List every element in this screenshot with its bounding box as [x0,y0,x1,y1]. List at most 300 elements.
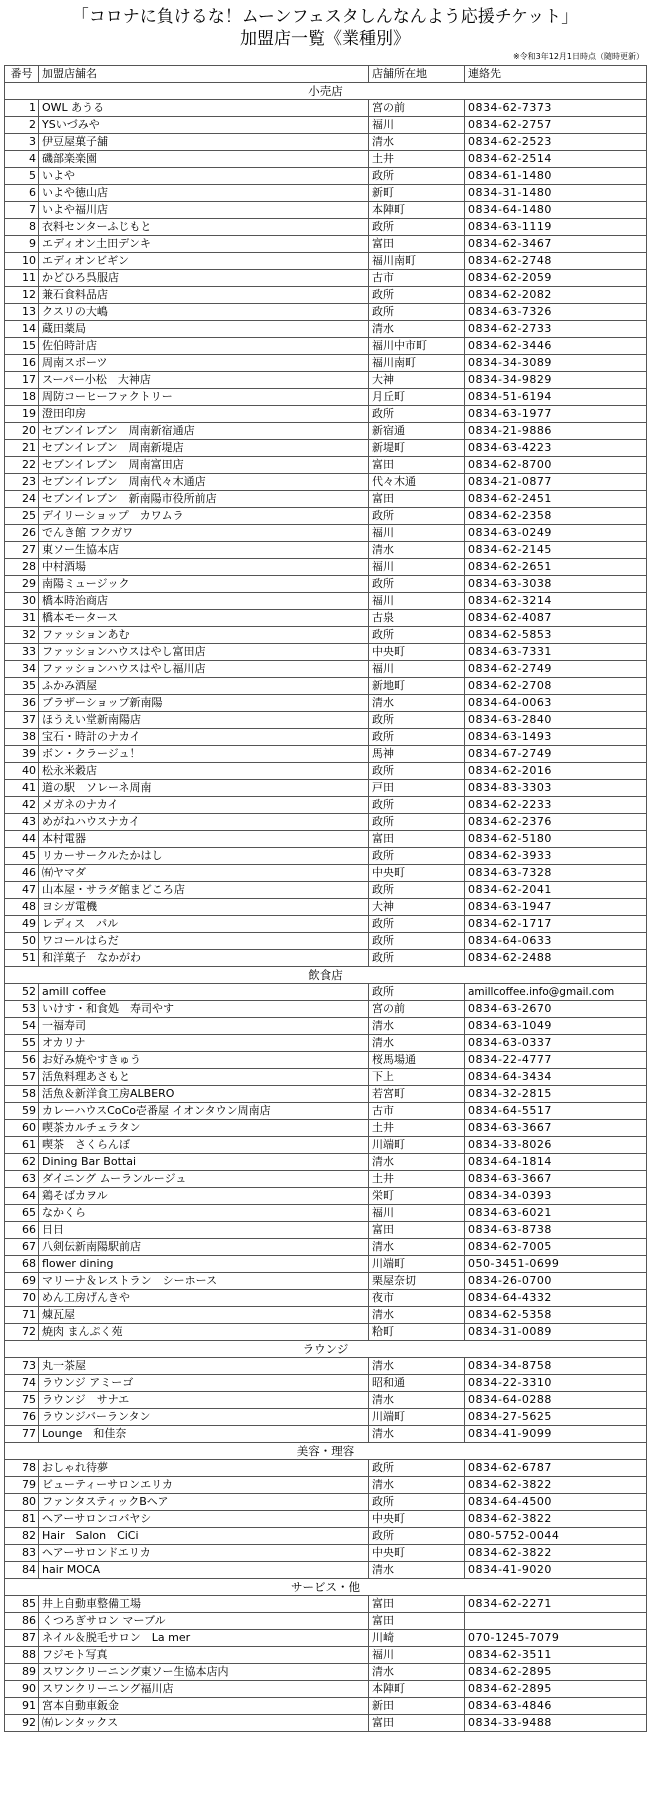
store-name: 焼肉 まんぷく苑 [39,1324,369,1341]
store-name: いよや [39,168,369,185]
store-number: 33 [5,644,39,661]
store-contact: 0834-64-0288 [465,1392,647,1409]
table-row [5,1239,647,1256]
store-number: 42 [5,797,39,814]
store-name: ファッションハウスはやし富田店 [39,644,369,661]
store-number: 51 [5,950,39,967]
store-contact: 0834-62-2145 [465,542,647,559]
category-row [5,1579,647,1596]
store-number: 50 [5,933,39,950]
store-name: ヨシガ電機 [39,899,369,916]
table-row [5,1545,647,1562]
store-location: 政所 [369,950,465,967]
store-location: 土井 [369,1171,465,1188]
store-location: 政所 [369,984,465,1001]
store-contact: 0834-63-1493 [465,729,647,746]
store-name: ラウンジバーランタン [39,1409,369,1426]
store-contact: 0834-33-8026 [465,1137,647,1154]
store-number: 13 [5,304,39,321]
table-row [5,559,647,576]
store-contact: 0834-64-4500 [465,1494,647,1511]
store-name: 中村酒場 [39,559,369,576]
table-row [5,831,647,848]
table-row [5,1562,647,1579]
store-name: 和洋菓子 なかがわ [39,950,369,967]
store-name: エディオンビギン [39,253,369,270]
store-number: 61 [5,1137,39,1154]
store-contact: 0834-34-9829 [465,372,647,389]
store-contact: 0834-62-3511 [465,1647,647,1664]
store-name: 鶏そばカヲル [39,1188,369,1205]
store-contact: 0834-63-7328 [465,865,647,882]
store-name: マリーナ＆レストラン シーホース [39,1273,369,1290]
store-contact [465,1613,647,1630]
store-location: 政所 [369,304,465,321]
store-number: 8 [5,219,39,236]
store-contact: 0834-22-4777 [465,1052,647,1069]
store-number: 1 [5,100,39,117]
store-contact: 0834-62-2748 [465,253,647,270]
store-location: 新町 [369,185,465,202]
category-row [5,1341,647,1358]
store-number: 19 [5,406,39,423]
store-number: 47 [5,882,39,899]
store-number: 39 [5,746,39,763]
table-row [5,202,647,219]
store-location: 新宿通 [369,423,465,440]
store-location: 清水 [369,1239,465,1256]
store-location: 福川 [369,559,465,576]
store-contact: 0834-64-3434 [465,1069,647,1086]
store-number: 26 [5,525,39,542]
store-contact: 0834-64-5517 [465,1103,647,1120]
table-row [5,1375,647,1392]
store-contact: 0834-62-7373 [465,100,647,117]
store-name: 道の駅 ソレーネ周南 [39,780,369,797]
store-name: 活魚料理あさもと [39,1069,369,1086]
store-location: 新堤町 [369,440,465,457]
store-number: 15 [5,338,39,355]
store-contact: 0834-63-1977 [465,406,647,423]
store-location: 昭和通 [369,1375,465,1392]
store-location: 富田 [369,1613,465,1630]
store-contact: 0834-63-3667 [465,1171,647,1188]
table-row [5,1494,647,1511]
store-name: Hair Salon CiCi [39,1528,369,1545]
store-location: 中央町 [369,644,465,661]
table-row [5,1630,647,1647]
store-number: 60 [5,1120,39,1137]
store-contact: 0834-67-2749 [465,746,647,763]
store-name: スーパー小松 大神店 [39,372,369,389]
store-contact: 0834-62-2523 [465,134,647,151]
store-contact: 0834-62-2376 [465,814,647,831]
store-name: 日日 [39,1222,369,1239]
store-location: 政所 [369,916,465,933]
store-name: デイリーショップ カワムラ [39,508,369,525]
store-number: 86 [5,1613,39,1630]
store-contact: 0834-62-7005 [465,1239,647,1256]
table-row [5,933,647,950]
category-heading: ラウンジ [5,1341,647,1358]
store-number: 89 [5,1664,39,1681]
store-name: 伊豆屋菓子舗 [39,134,369,151]
table-row [5,474,647,491]
store-location: 富田 [369,1596,465,1613]
store-contact: 0834-64-1814 [465,1154,647,1171]
store-location: 政所 [369,848,465,865]
table-row [5,491,647,508]
store-name: オカリナ [39,1035,369,1052]
store-location: 富田 [369,491,465,508]
store-location: 新地町 [369,678,465,695]
table-row [5,406,647,423]
store-name: 山本屋・サラダ館まどころ店 [39,882,369,899]
store-number: 66 [5,1222,39,1239]
category-row [5,83,647,100]
store-number: 71 [5,1307,39,1324]
table-row [5,1137,647,1154]
store-location: 川端町 [369,1137,465,1154]
store-name: セブンイレブン 周南新堤店 [39,440,369,457]
store-contact: 0834-62-2733 [465,321,647,338]
store-number: 41 [5,780,39,797]
store-name: クスリの大嶋 [39,304,369,321]
store-name: 本村電器 [39,831,369,848]
store-name: お好み焼やすきゅう [39,1052,369,1069]
store-number: 85 [5,1596,39,1613]
store-contact: 0834-62-2059 [465,270,647,287]
store-contact: 0834-34-3089 [465,355,647,372]
store-name: 喫茶 さくらんぼ [39,1137,369,1154]
store-contact: 0834-63-2840 [465,712,647,729]
table-row [5,610,647,627]
table-row [5,746,647,763]
table-row [5,950,647,967]
store-contact: 0834-62-3933 [465,848,647,865]
store-name: リカーサークルたかはし [39,848,369,865]
store-location: 古市 [369,1103,465,1120]
store-contact: 0834-63-2670 [465,1001,647,1018]
store-number: 28 [5,559,39,576]
store-name: 八剣伝新南陽駅前店 [39,1239,369,1256]
store-contact: 0834-62-2895 [465,1681,647,1698]
table-row [5,1460,647,1477]
store-name: 活魚＆新洋食工房ALBERO [39,1086,369,1103]
table-row [5,440,647,457]
store-name: なかくら [39,1205,369,1222]
header-contact: 連絡先 [465,66,647,83]
table-row [5,1358,647,1375]
store-number: 17 [5,372,39,389]
table-row [5,1086,647,1103]
store-location: 政所 [369,627,465,644]
store-location: 福川 [369,1647,465,1664]
store-location: 清水 [369,542,465,559]
store-name: 丸一茶屋 [39,1358,369,1375]
store-location: 政所 [369,508,465,525]
store-contact: 0834-62-2016 [465,763,647,780]
store-location: 川端町 [369,1256,465,1273]
store-location: 富田 [369,831,465,848]
store-number: 80 [5,1494,39,1511]
store-location: 清水 [369,1426,465,1443]
table-row [5,508,647,525]
store-number: 65 [5,1205,39,1222]
store-contact: 0834-41-9099 [465,1426,647,1443]
table-body [5,83,647,1732]
store-number: 14 [5,321,39,338]
store-number: 6 [5,185,39,202]
store-name: くつろぎサロン マーブル [39,1613,369,1630]
store-number: 43 [5,814,39,831]
store-number: 81 [5,1511,39,1528]
store-contact: 0834-27-5625 [465,1409,647,1426]
store-name: セブンイレブン 周南代々木通店 [39,474,369,491]
store-contact: 0834-62-2358 [465,508,647,525]
store-number: 4 [5,151,39,168]
header-location: 店舗所在地 [369,66,465,83]
table-row [5,1613,647,1630]
store-number: 11 [5,270,39,287]
store-name: めん工房げんきや [39,1290,369,1307]
store-number: 53 [5,1001,39,1018]
store-location: 政所 [369,406,465,423]
store-contact: 0834-64-4332 [465,1290,647,1307]
store-name: ワコールはらだ [39,933,369,950]
store-name: 澄田印房 [39,406,369,423]
store-contact: 0834-21-9886 [465,423,647,440]
store-contact: 0834-62-5358 [465,1307,647,1324]
store-contact: 050-3451-0699 [465,1256,647,1273]
store-name: 煉瓦屋 [39,1307,369,1324]
store-number: 64 [5,1188,39,1205]
store-contact: 0834-64-0063 [465,695,647,712]
store-number: 68 [5,1256,39,1273]
store-name: レディス パル [39,916,369,933]
store-name: 喫茶カルチェラタン [39,1120,369,1137]
table-row [5,338,647,355]
store-name: 蔵田薬局 [39,321,369,338]
store-contact: 0834-34-8758 [465,1358,647,1375]
store-name: Lounge 和佳奈 [39,1426,369,1443]
table-row [5,134,647,151]
table-row [5,1324,647,1341]
store-number: 32 [5,627,39,644]
table-row [5,848,647,865]
store-name: メガネのナカイ [39,797,369,814]
document-subtitle: 加盟店一覧《業種別》 [240,29,410,49]
store-name: Dining Bar Bottai [39,1154,369,1171]
table-row [5,627,647,644]
store-location: 古市 [369,270,465,287]
store-name: amill coffee [39,984,369,1001]
store-name: 磯部楽楽園 [39,151,369,168]
store-number: 16 [5,355,39,372]
store-name: ラウンジ サナエ [39,1392,369,1409]
store-number: 25 [5,508,39,525]
table-row [5,321,647,338]
store-name: 一福寿司 [39,1018,369,1035]
category-heading: 小売店 [5,83,647,100]
store-number: 22 [5,457,39,474]
store-location: 政所 [369,219,465,236]
store-number: 45 [5,848,39,865]
store-number: 38 [5,729,39,746]
table-row [5,1307,647,1324]
store-number: 52 [5,984,39,1001]
store-name: ㈲ヤマダ [39,865,369,882]
table-row [5,1154,647,1171]
store-name: でんき館 フクガワ [39,525,369,542]
table-row [5,1001,647,1018]
table-row [5,185,647,202]
store-location: 中央町 [369,865,465,882]
store-name: おしゃれ待夢 [39,1460,369,1477]
store-location: 中央町 [369,1545,465,1562]
table-row [5,865,647,882]
store-location: 清水 [369,695,465,712]
store-name: ダイニング ムーランルージュ [39,1171,369,1188]
store-number: 23 [5,474,39,491]
table-row [5,389,647,406]
store-contact: 0834-62-2041 [465,882,647,899]
table-row [5,270,647,287]
store-location: 政所 [369,287,465,304]
store-contact: 0834-34-0393 [465,1188,647,1205]
store-location: 本陣町 [369,1681,465,1698]
table-row [5,525,647,542]
store-number: 12 [5,287,39,304]
table-row [5,780,647,797]
store-name: ラウンジ アミーゴ [39,1375,369,1392]
table-row [5,678,647,695]
store-contact: amillcoffee.info@gmail.com [465,984,647,1001]
store-location: 土井 [369,1120,465,1137]
store-number: 90 [5,1681,39,1698]
category-heading: サービス・他 [5,1579,647,1596]
table-row [5,1426,647,1443]
table-row [5,576,647,593]
store-name: 東ソー生協本店 [39,542,369,559]
table-row [5,1120,647,1137]
store-table [4,65,647,1732]
store-location: 政所 [369,729,465,746]
store-name: エディオン土田デンキ [39,236,369,253]
store-number: 2 [5,117,39,134]
category-row [5,967,647,984]
store-location: 福川 [369,525,465,542]
store-location: 土井 [369,151,465,168]
table-row [5,287,647,304]
store-contact: 0834-62-2895 [465,1664,647,1681]
table-row [5,695,647,712]
store-number: 84 [5,1562,39,1579]
store-number: 92 [5,1715,39,1732]
table-row [5,1205,647,1222]
store-number: 72 [5,1324,39,1341]
store-location: 政所 [369,168,465,185]
table-row [5,1052,647,1069]
store-contact: 0834-63-1049 [465,1018,647,1035]
store-number: 20 [5,423,39,440]
store-number: 58 [5,1086,39,1103]
store-contact: 0834-62-5180 [465,831,647,848]
store-contact: 080-5752-0044 [465,1528,647,1545]
table-row [5,355,647,372]
table-row [5,304,647,321]
table-row [5,661,647,678]
store-name: ビューティーサロンエリカ [39,1477,369,1494]
store-contact: 0834-62-3214 [465,593,647,610]
store-location: 栗屋奈切 [369,1273,465,1290]
store-contact: 0834-63-8738 [465,1222,647,1239]
store-location: 福川中市町 [369,338,465,355]
store-name: 宝石・時計のナカイ [39,729,369,746]
store-number: 35 [5,678,39,695]
store-contact: 0834-41-9020 [465,1562,647,1579]
store-contact: 0834-62-3446 [465,338,647,355]
store-location: 桜馬場通 [369,1052,465,1069]
store-name: 佐伯時計店 [39,338,369,355]
store-contact: 0834-63-3667 [465,1120,647,1137]
store-contact: 0834-61-1480 [465,168,647,185]
store-contact: 0834-62-4087 [465,610,647,627]
store-name: ネイル＆脱毛サロン La mer [39,1630,369,1647]
store-number: 87 [5,1630,39,1647]
store-number: 57 [5,1069,39,1086]
store-name: 井上自動車整備工場 [39,1596,369,1613]
store-contact: 0834-63-7326 [465,304,647,321]
table-row [5,1715,647,1732]
store-name: 周防コーヒーファクトリー [39,389,369,406]
store-location: 清水 [369,134,465,151]
store-name: 南陽ミュージック [39,576,369,593]
store-number: 30 [5,593,39,610]
table-row [5,916,647,933]
store-contact: 0834-62-8700 [465,457,647,474]
table-row [5,423,647,440]
store-contact: 0834-63-1119 [465,219,647,236]
table-row [5,1528,647,1545]
store-number: 54 [5,1018,39,1035]
store-contact: 0834-62-2708 [465,678,647,695]
store-contact: 0834-33-9488 [465,1715,647,1732]
store-name: 兼石食料品店 [39,287,369,304]
store-contact: 0834-62-2233 [465,797,647,814]
store-name: いけす・和食処 寿司やす [39,1001,369,1018]
table-row [5,1681,647,1698]
store-name: ヘアーサロンコバヤシ [39,1511,369,1528]
store-number: 75 [5,1392,39,1409]
table-row [5,882,647,899]
store-name: ボン・クラージュ！ [39,746,369,763]
store-contact: 0834-62-6787 [465,1460,647,1477]
header-number: 番号 [5,66,39,83]
store-location: 新田 [369,1698,465,1715]
store-contact: 0834-63-7331 [465,644,647,661]
store-location: 富田 [369,457,465,474]
store-name: OWL あうる [39,100,369,117]
store-name: カレーハウスCoCo壱番屋 イオンタウン周南店 [39,1103,369,1120]
store-contact: 0834-63-1947 [465,899,647,916]
store-contact: 0834-62-1717 [465,916,647,933]
store-number: 73 [5,1358,39,1375]
store-location: 清水 [369,1562,465,1579]
store-number: 88 [5,1647,39,1664]
store-location: 川端町 [369,1409,465,1426]
store-location: 若宮町 [369,1086,465,1103]
